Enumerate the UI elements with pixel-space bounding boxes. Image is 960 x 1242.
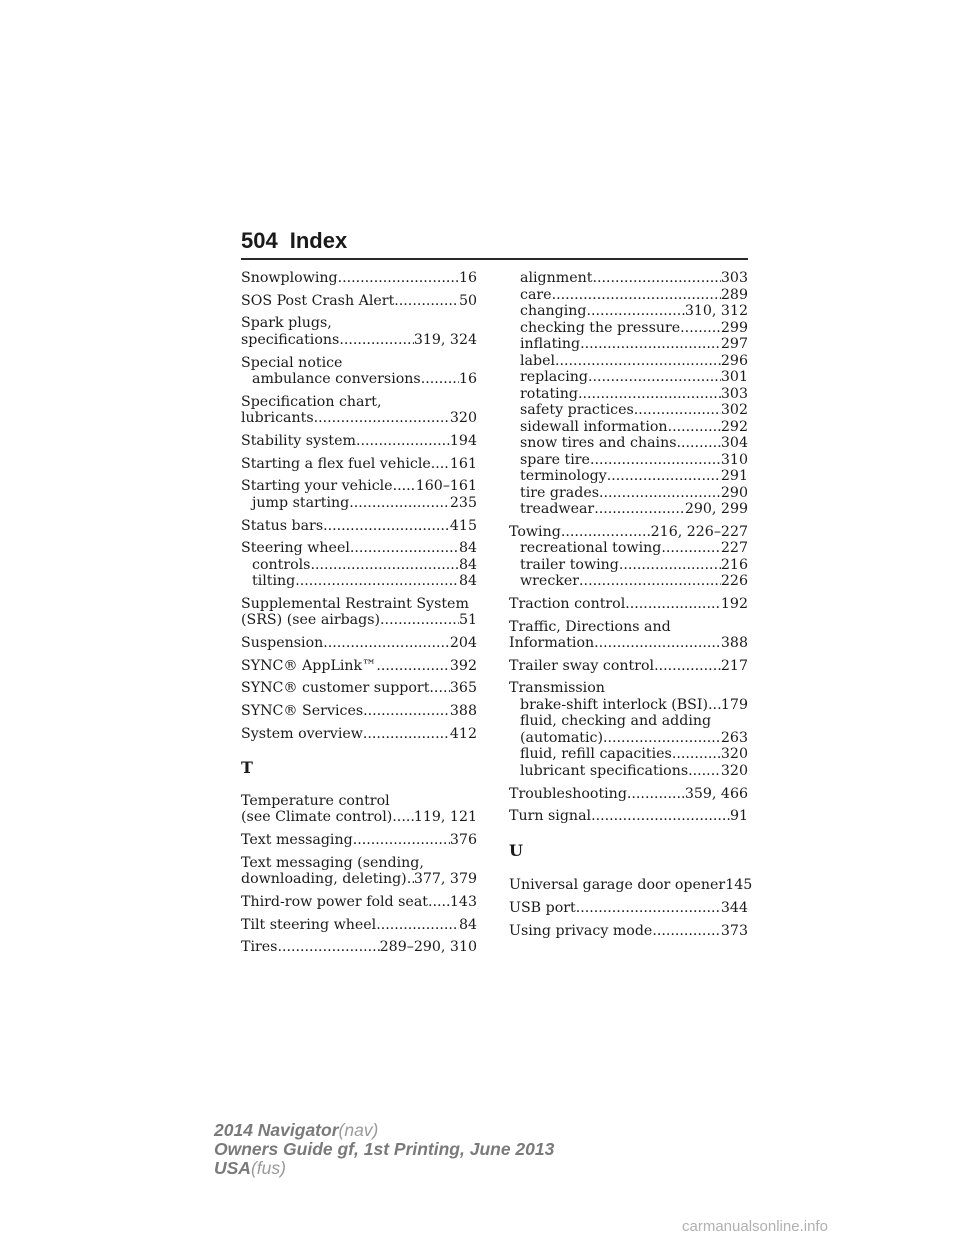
entry-term: spare tire [520, 451, 590, 468]
entry-page-ref: 84 [458, 556, 477, 573]
index-subentry-line [509, 270, 748, 287]
index-entry-line [241, 270, 477, 287]
dot-leader [429, 680, 449, 697]
entry-page-ref: 292 [720, 418, 748, 435]
index-entry [509, 808, 748, 825]
page-header [241, 228, 347, 254]
dot-leader [578, 386, 721, 403]
entry-page-ref: 320 [449, 410, 477, 427]
index-subentry-line [509, 320, 748, 337]
entry-term: checking the pressure [520, 319, 681, 336]
entry-page-ref: 290, 299 [684, 501, 748, 517]
dot-leader [688, 763, 721, 780]
entry-term: Special notice [241, 354, 343, 371]
index-entry [241, 855, 477, 888]
index-entry-line [241, 478, 477, 495]
dot-leader [338, 270, 459, 287]
entry-term: alignment [520, 270, 593, 286]
index-entry-line [509, 619, 748, 636]
index-entry-line [241, 658, 477, 675]
index-entry [241, 355, 477, 388]
entry-page-ref: 16 [458, 371, 477, 388]
watermark: carmanualsonline.info [682, 1218, 828, 1235]
entry-term: Starting your vehicle [241, 478, 393, 495]
index-subentry-line [509, 386, 748, 403]
entry-term: safety practices [520, 402, 634, 418]
entry-page-ref: 310, 312 [684, 303, 748, 319]
entry-term: changing [520, 303, 587, 319]
entry-term: label [520, 352, 556, 369]
index-entry-line [241, 355, 477, 372]
dot-leader [295, 573, 459, 590]
dot-leader [652, 923, 721, 940]
index-entry-line [241, 726, 477, 743]
entry-term: replacing [520, 369, 588, 385]
entry-term: SYNC® AppLink™ [241, 657, 377, 674]
entry-page-ref: 302 [720, 402, 748, 418]
dot-leader [576, 900, 721, 917]
dot-leader [314, 410, 450, 427]
entry-term: lubricant specifications [520, 762, 689, 779]
dot-leader [363, 726, 450, 743]
entry-page-ref: 84 [458, 540, 477, 557]
entry-term: Status bars [241, 517, 324, 534]
index-entry [241, 680, 477, 697]
dot-leader [277, 939, 379, 956]
entry-term: wrecker [520, 573, 580, 590]
entry-page-ref: 289 [720, 286, 748, 303]
index-subentry-line [509, 402, 748, 419]
index-subentry-line [509, 485, 748, 502]
dot-leader [407, 871, 414, 888]
index-entry-line [509, 923, 748, 940]
index-entry [241, 456, 477, 473]
entry-page-ref: 91 [729, 808, 748, 825]
index-entry [509, 900, 748, 917]
entry-term: USB port [509, 900, 576, 916]
index-entry-line [241, 680, 477, 697]
entry-page-ref: 373 [720, 922, 748, 939]
entry-page-ref: 289–290, 310 [379, 939, 477, 956]
index-entry-line [241, 871, 477, 888]
index-entry-line [509, 786, 748, 803]
index-entry-line [241, 540, 477, 557]
index-entry-line [241, 917, 477, 934]
index-subentry-line [509, 419, 748, 436]
entry-term: Traffic, Directions and [509, 618, 671, 635]
entry-page-ref: 377, 379 [413, 871, 477, 888]
section-letter: T [241, 758, 253, 778]
entry-term: tire grades [520, 484, 600, 501]
index-entry [241, 596, 477, 629]
dot-leader [594, 635, 721, 652]
entry-term: (automatic) [520, 729, 604, 746]
entry-term: care [520, 286, 552, 303]
index-entry [509, 680, 748, 779]
dot-leader [339, 332, 414, 349]
index-entry-line [241, 832, 477, 849]
index-entry-line [509, 658, 748, 675]
entry-page-ref: 226 [720, 573, 748, 590]
dot-leader [591, 808, 730, 825]
entry-page-ref: 290 [720, 484, 748, 501]
index-entry [241, 658, 477, 675]
entry-page-ref: 303 [720, 385, 748, 402]
dot-leader [590, 452, 721, 469]
index-entry-line [509, 680, 748, 697]
entry-term: terminology [520, 468, 607, 484]
dot-leader [625, 596, 721, 613]
index-subentry-line [509, 746, 748, 763]
entry-term: Tires [241, 939, 278, 956]
index-subentry-line [509, 303, 748, 320]
entry-term: downloading, deleting) [241, 871, 407, 888]
dot-leader [350, 540, 459, 557]
entry-page-ref: 194 [449, 432, 477, 449]
entry-term: Information [509, 635, 595, 652]
entry-page-ref: 119, 121 [413, 809, 477, 826]
index-entry-line [241, 939, 477, 956]
dot-leader [356, 433, 450, 450]
index-entry-line [509, 900, 748, 917]
entry-page-ref: 296 [720, 352, 748, 369]
index-entry-line [509, 808, 748, 825]
dot-leader [592, 270, 720, 287]
dot-leader [599, 485, 721, 502]
dot-leader [349, 495, 450, 512]
dot-leader [708, 697, 721, 714]
index-entry-line [241, 518, 477, 535]
index-entry [241, 793, 477, 826]
footer-edition: Owners Guide gf, 1st Printing, June 2013 [214, 1139, 555, 1159]
entry-term: ambulance conversions [252, 371, 421, 388]
index-entry [241, 939, 477, 956]
entry-term: jump starting [252, 494, 350, 511]
index-subentry-line [509, 730, 748, 747]
index-entry-line [241, 894, 477, 911]
index-column-left [241, 270, 477, 962]
dot-leader [376, 917, 459, 934]
entry-term: recreational towing [520, 540, 662, 557]
dot-leader [627, 786, 685, 803]
entry-page-ref: 301 [720, 369, 748, 385]
entry-page-ref: 204 [449, 635, 477, 652]
index-entry-line [241, 635, 477, 652]
entry-term: (SRS) (see airbags) [241, 612, 381, 629]
entry-term: Towing [509, 523, 561, 540]
dot-leader [310, 557, 458, 574]
dot-leader [376, 658, 450, 675]
entry-page-ref: 143 [449, 893, 477, 910]
index-entry [241, 270, 477, 287]
entry-page-ref: 192 [720, 595, 748, 612]
index-entry-line [509, 524, 748, 541]
dot-leader [431, 456, 450, 473]
entry-page-ref: 376 [449, 832, 477, 848]
index-subentry-line [509, 468, 748, 485]
index-subentry-line [509, 452, 748, 469]
dot-leader [363, 703, 450, 720]
index-column-right [509, 270, 753, 945]
index-entry [509, 786, 748, 803]
entry-term: fluid, refill capacities [520, 746, 672, 763]
footer-model: 2014 Navigator [214, 1120, 339, 1140]
index-entry-line [241, 809, 477, 826]
entry-term: fluid, checking and adding [520, 713, 712, 730]
dot-leader [421, 371, 459, 388]
index-entry [241, 917, 477, 934]
index-entry-line [241, 293, 477, 310]
index-entry [509, 923, 748, 940]
dot-leader [392, 809, 414, 826]
index-entry [241, 703, 477, 720]
index-subentry-line [509, 713, 748, 730]
index-entry-line [241, 855, 477, 872]
entry-term: snow tires and chains [520, 435, 677, 451]
entry-term: sidewall information [520, 418, 668, 435]
entry-page-ref: 304 [720, 435, 748, 451]
entry-page-ref: 388 [720, 635, 748, 652]
index-entry [241, 894, 477, 911]
dot-leader [672, 746, 721, 763]
dot-leader [634, 402, 721, 419]
entry-page-ref: 297 [720, 336, 748, 352]
index-entry-line [509, 635, 748, 652]
entry-page-ref: 16 [458, 270, 477, 286]
entry-term: SOS Post Crash Alert [241, 292, 395, 309]
index-entry-line [241, 394, 477, 411]
entry-term: treadwear [520, 501, 595, 517]
entry-term: Text messaging [241, 832, 353, 848]
dot-leader [668, 419, 721, 436]
entry-term: Troubleshooting [509, 785, 627, 802]
index-subentry-line [509, 763, 748, 780]
entry-term: Starting a flex fuel vehicle [241, 455, 431, 472]
dot-leader [603, 730, 721, 747]
entry-term: Temperature control [241, 792, 390, 809]
entry-term: rotating [520, 385, 578, 402]
index-subentry-line [241, 371, 477, 388]
entry-term: Supplemental Restraint System [241, 595, 469, 612]
footer-market: USA [214, 1158, 251, 1178]
index-entry [241, 293, 477, 310]
index-entry-line [241, 315, 477, 332]
entry-page-ref: 359, 466 [684, 785, 748, 802]
header-rule [241, 258, 748, 260]
entry-term: Trailer sway control [509, 657, 655, 674]
footer-model-code: (nav) [338, 1120, 379, 1140]
index-entry [241, 518, 477, 535]
index-entry [509, 270, 748, 518]
index-subentry-line [509, 501, 748, 518]
entry-page-ref: 217 [720, 657, 748, 674]
entry-page-ref: 227 [720, 540, 748, 557]
index-subentry-line [241, 495, 477, 512]
entry-term: lubricants [241, 410, 314, 427]
index-entry [241, 726, 477, 743]
index-entry-line [241, 612, 477, 629]
index-entry-line [509, 877, 753, 894]
index-subentry-line [509, 287, 748, 304]
entry-term: Steering wheel [241, 540, 350, 557]
index-subentry-line [509, 540, 748, 557]
index-entry-line [241, 410, 477, 427]
entry-term: Stability system [241, 432, 356, 449]
entry-page-ref: 216, 226–227 [650, 523, 748, 540]
index-entry [509, 596, 748, 613]
entry-page-ref: 319, 324 [413, 331, 477, 348]
index-entry-line [241, 456, 477, 473]
entry-term: (see Climate control) [241, 809, 393, 826]
dot-leader [607, 468, 721, 485]
dot-leader [380, 612, 459, 629]
entry-term: Transmission [509, 680, 605, 697]
entry-page-ref: 50 [458, 292, 477, 309]
index-subentry-line [509, 557, 748, 574]
index-subentry-line [509, 435, 748, 452]
dot-leader [580, 336, 721, 353]
index-entry-line [241, 703, 477, 720]
dot-leader [323, 518, 450, 535]
footer-market-code: (fus) [250, 1158, 286, 1178]
dot-leader [428, 894, 450, 911]
index-entry [509, 658, 748, 675]
entry-term: SYNC® customer support [241, 680, 430, 697]
entry-page-ref: 310 [720, 451, 748, 468]
entry-term: Universal garage door opener [509, 877, 726, 894]
index-entry-line [241, 332, 477, 349]
dot-leader [680, 320, 721, 337]
index-subentry-line [241, 573, 477, 590]
entry-page-ref: 320 [720, 746, 748, 763]
index-subentry-line [509, 353, 748, 370]
document-footer [214, 1121, 554, 1178]
entry-page-ref: 161 [449, 455, 477, 472]
dot-leader [561, 524, 651, 541]
entry-term: specifications [241, 331, 340, 348]
index-subentry-line [241, 557, 477, 574]
entry-page-ref: 179 [720, 696, 748, 713]
entry-term: Spark plugs, [241, 315, 332, 332]
entry-page-ref: 216 [720, 556, 748, 573]
dot-leader [587, 303, 685, 320]
index-entry-line [241, 433, 477, 450]
index-entry [241, 478, 477, 511]
entry-term: Specification chart, [241, 393, 382, 410]
entry-term: Third-row power fold seat [241, 893, 428, 910]
entry-term: brake-shift interlock (BSI) [520, 696, 709, 713]
index-subentry-line [509, 369, 748, 386]
dot-leader [661, 540, 721, 557]
entry-term: Traction control [509, 595, 626, 612]
entry-term: System overview [241, 725, 363, 742]
dot-leader [353, 832, 450, 849]
index-entry [241, 433, 477, 450]
entry-page-ref: 160–161 [415, 478, 477, 495]
entry-term: inflating [520, 336, 581, 352]
index-entry [509, 877, 753, 894]
entry-page-ref: 51 [458, 612, 477, 629]
entry-term: Suspension [241, 635, 324, 652]
entry-page-ref: 299 [720, 319, 748, 336]
entry-term: Snowplowing [241, 270, 338, 286]
dot-leader [323, 635, 450, 652]
entry-page-ref: 84 [458, 573, 477, 590]
index-entry-line [241, 793, 477, 810]
entry-term: Tilt steering wheel [241, 916, 377, 933]
index-entry [509, 619, 748, 652]
entry-term: trailer towing [520, 556, 619, 573]
entry-term: controls [252, 556, 311, 573]
entry-page-ref: 388 [449, 703, 477, 720]
index-entry [241, 832, 477, 849]
dot-leader [619, 557, 721, 574]
dot-leader [594, 501, 685, 518]
entry-term: Text messaging (sending, [241, 854, 424, 871]
index-entry [241, 635, 477, 652]
index-subentry-line [509, 573, 748, 590]
index-entry [241, 315, 477, 348]
dot-leader [394, 293, 459, 310]
dot-leader [588, 369, 721, 386]
entry-term: tilting [252, 573, 296, 590]
entry-page-ref: 291 [720, 468, 748, 484]
entry-term: SYNC® Services [241, 703, 364, 720]
index-entry [241, 394, 477, 427]
index-entry-line [241, 596, 477, 613]
dot-leader [552, 287, 721, 304]
entry-page-ref: 320 [720, 762, 748, 779]
entry-page-ref: 263 [720, 729, 748, 746]
index-entry-line [509, 596, 748, 613]
entry-page-ref: 415 [449, 517, 477, 534]
entry-term: Using privacy mode [509, 922, 653, 939]
entry-page-ref: 344 [720, 900, 748, 916]
dot-leader [677, 435, 721, 452]
entry-page-ref: 412 [449, 725, 477, 742]
dot-leader [579, 573, 721, 590]
dot-leader [555, 353, 721, 370]
page-number: 504 [241, 228, 278, 253]
entry-page-ref: 392 [449, 657, 477, 674]
entry-term: Turn signal [509, 808, 592, 825]
index-entry [509, 524, 748, 590]
entry-page-ref: 365 [449, 680, 477, 697]
entry-page-ref: 84 [458, 916, 477, 933]
entry-page-ref: 303 [720, 270, 748, 286]
index-subentry-line [509, 336, 748, 353]
entry-page-ref: 235 [449, 494, 477, 511]
page-title: Index [289, 228, 348, 253]
dot-leader [393, 478, 416, 495]
index-entry [241, 540, 477, 590]
index-subentry-line [509, 697, 748, 714]
entry-page-ref: 145 [725, 877, 753, 894]
section-letter: U [509, 840, 523, 860]
dot-leader [654, 658, 721, 675]
